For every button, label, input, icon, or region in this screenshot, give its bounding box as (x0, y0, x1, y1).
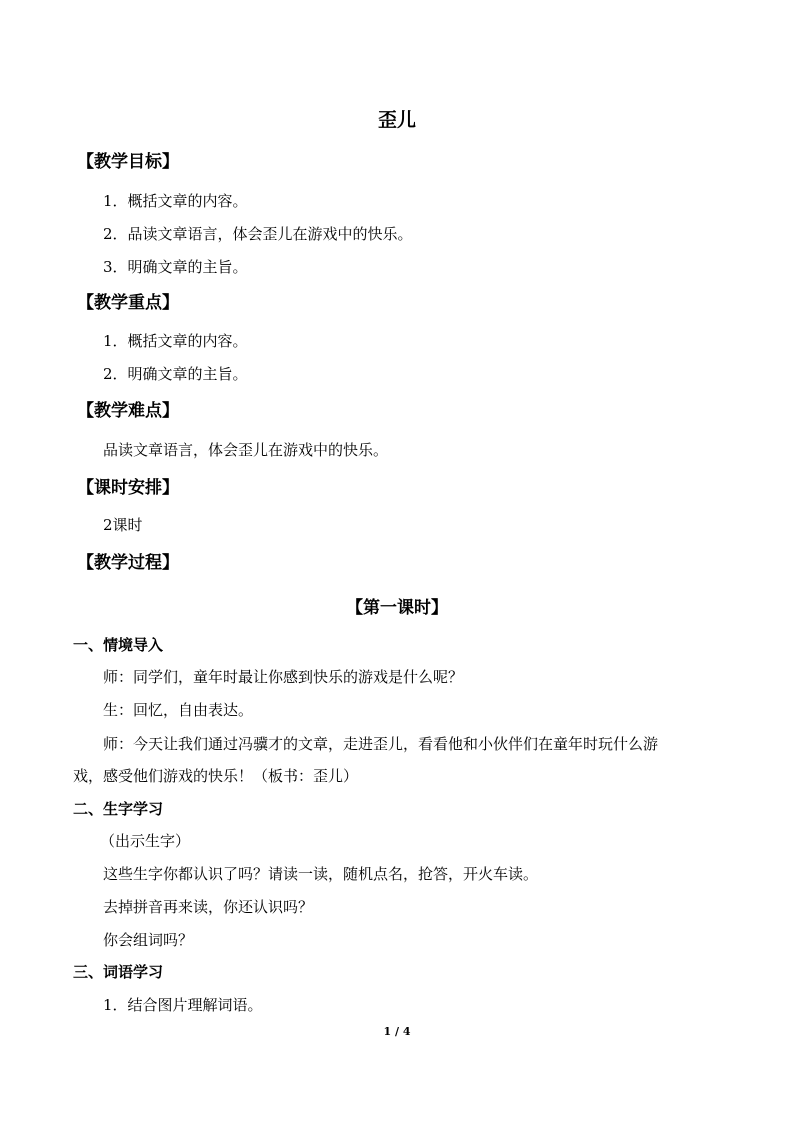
part1-line: 师：同学们，童年时最让你感到快乐的游戏是什么呢？ (103, 668, 464, 686)
section-heading-objectives: 【教学目标】 (77, 152, 179, 172)
part1-line: 戏，感受他们游戏的快乐！（板书：歪儿） (73, 767, 359, 785)
part1-line: 师：今天让我们通过冯骥才的文章，走进歪儿，看看他和小伙伴们在童年时玩什么游 (103, 735, 659, 753)
section-heading-difficulties: 【教学难点】 (77, 401, 179, 421)
section-heading-schedule: 【课时安排】 (77, 478, 179, 498)
document-title: 歪儿 (377, 109, 416, 131)
objective-item: 3．明确文章的主旨。 (103, 258, 248, 276)
lesson-one-heading: 【第一课时】 (346, 598, 448, 618)
part2-line: （出示生字） (100, 832, 191, 850)
key-point-item: 1．概括文章的内容。 (103, 332, 248, 350)
part2-heading: 二、生字学习 (73, 800, 164, 818)
key-point-item: 2．明确文章的主旨。 (103, 365, 248, 383)
difficulty-text: 品读文章语言，体会歪儿在游戏中的快乐。 (103, 441, 389, 459)
objective-item: 1．概括文章的内容。 (103, 192, 248, 210)
part2-line: 你会组词吗？ (103, 931, 194, 949)
part3-heading: 三、词语学习 (73, 963, 164, 981)
section-heading-process: 【教学过程】 (77, 553, 179, 573)
part2-line: 这些生字你都认识了吗？请读一读，随机点名，抢答，开火车读。 (103, 865, 539, 883)
section-heading-key-points: 【教学重点】 (77, 293, 179, 313)
part1-line: 生：回忆，自由表达。 (103, 701, 254, 719)
objective-item: 2．品读文章语言，体会歪儿在游戏中的快乐。 (103, 225, 413, 243)
part1-heading: 一、情境导入 (73, 636, 164, 654)
page-number: 1 / 4 (383, 1025, 411, 1038)
part3-line: 1．结合图片理解词语。 (103, 996, 263, 1014)
schedule-text: 2课时 (103, 516, 143, 534)
part2-line: 去掉拼音再来读，你还认识吗？ (103, 898, 314, 916)
